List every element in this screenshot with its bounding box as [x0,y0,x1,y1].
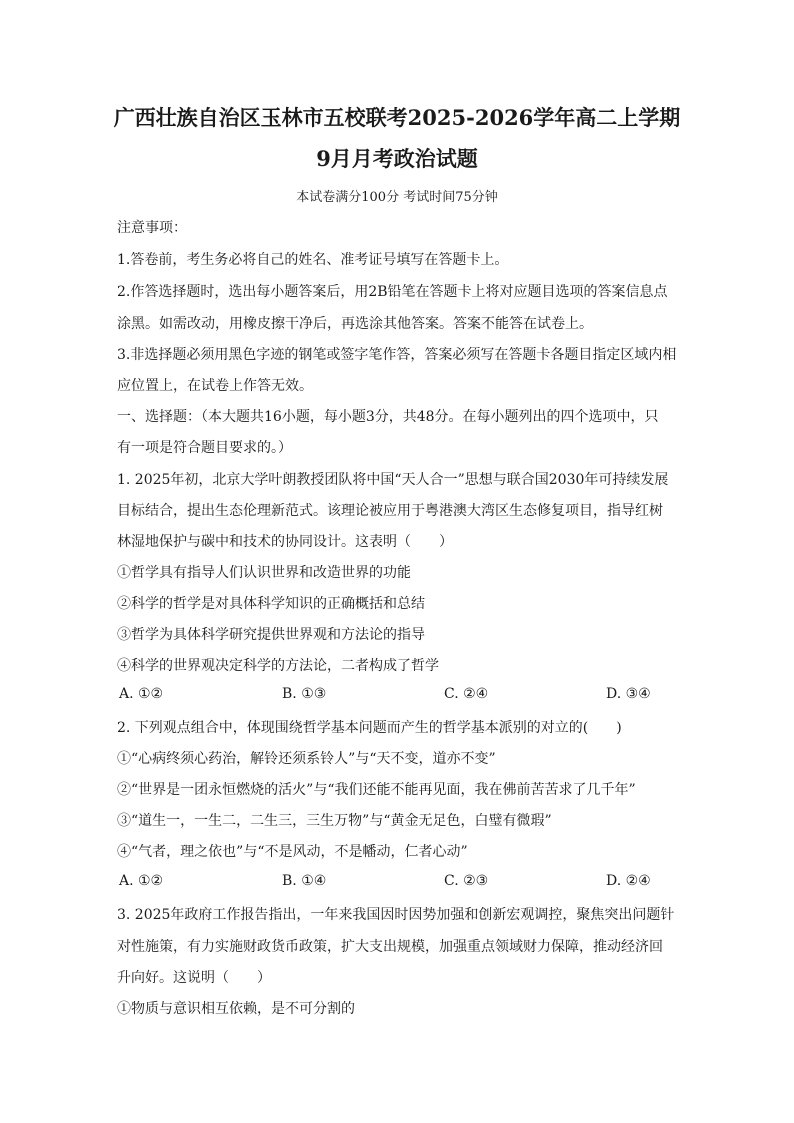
q1-option-b: B. ①③ [282,686,327,702]
notice-item-2-line2: 涂黑。如需改动，用橡皮擦干净后，再选涂其他答案。答案不能答在试卷上。 [117,316,593,332]
q2-option-b: B. ①④ [282,873,327,889]
section1-heading-line2: 有一项是符合题目要求的。） [117,440,292,456]
exam-title-line2: 9月月考政治试题 [316,146,478,171]
q3-stem-line3: 升向好。这说明（ ） [117,970,271,986]
exam-subtitle: 本试卷满分100分 考试时间75分钟 [296,190,498,205]
notice-item-2-line1: 2.作答选择题时，选出每小题答案后，用2B铅笔在答题卡上将对应题目选项的答案信息点 [117,284,668,300]
q2-statement-3: ③“道生一，一生二，二生三，三生万物”与“黄金无足色，白璧有微瑕” [117,813,552,829]
q1-option-c: C. ②④ [444,686,489,702]
q2-option-a: A. ①② [119,873,164,889]
exam-title-line1: 广西壮族自治区玉林市五校联考2025-2026学年高二上学期 [113,105,681,130]
q1-stem-line2: 目标结合，提出生态伦理新范式。该理论被应用于粤港澳大湾区生态修复项目，指导红树 [117,503,663,519]
q1-statement-1: ①哲学具有指导人们认识世界和改造世界的功能 [117,565,411,581]
q2-statement-4: ④“气者，理之依也”与“不是风动，不是幡动，仁者心动” [117,844,468,860]
notice-item-1: 1.答卷前，考生务必将自己的姓名、准考证号填写在答题卡上。 [117,252,509,268]
section1-heading-line1: 一、选择题：（本大题共16小题，每小题3分，共48分。在每小题列出的四个选项中，只 [117,409,659,425]
q3-statement-1: ①物质与意识相互依赖，是不可分割的 [117,1001,355,1017]
q1-statement-2: ②科学的哲学是对具体科学知识的正确概括和总结 [117,596,425,612]
notice-item-3-line1: 3.非选择题必须用黑色字迹的钢笔或签字笔作答，答案必须写在答题卡各题目指定区域内相 [117,347,677,363]
q2-statement-1: ①“心病终须心药治，解铃还须系铃人”与“天不变，道亦不变” [117,751,496,767]
q1-stem-line3: 林湿地保护与碳中和技术的协同设计。这表明（ ） [117,534,453,550]
q1-statement-4: ④科学的世界观决定科学的方法论，二者构成了哲学 [117,658,439,674]
q1-stem-line1: 1. 2025年初，北京大学叶朗教授团队将中国“天人合一”思想与联合国2030年可持续发展 [117,472,669,488]
q3-stem-line1: 3. 2025年政府工作报告指出，一年来我国因时因势加强和创新宏观调控，聚焦突出问题针 [117,907,675,923]
notice-heading: 注意事项： [117,220,187,236]
q2-stem: 2. 下列观点组合中，体现围绕哲学基本问题而产生的哲学基本派别的对立的( ) [117,720,622,736]
q2-option-d: D. ②④ [606,873,651,889]
q2-option-c: C. ②③ [444,873,489,889]
q1-option-a: A. ①② [119,686,164,702]
q1-statement-3: ③哲学为具体科学研究提供世界观和方法论的指导 [117,627,425,643]
q2-statement-2: ②“世界是一团永恒燃烧的活火”与“我们还能不能再见面，我在佛前苦苦求了几千年” [117,782,636,798]
notice-item-3-line2: 应位置上，在试卷上作答无效。 [117,378,313,394]
q1-option-d: D. ③④ [606,686,651,702]
q3-stem-line2: 对性施策，有力实施财政货币政策，扩大支出规模，加强重点领域财力保障，推动经济回 [117,939,663,955]
